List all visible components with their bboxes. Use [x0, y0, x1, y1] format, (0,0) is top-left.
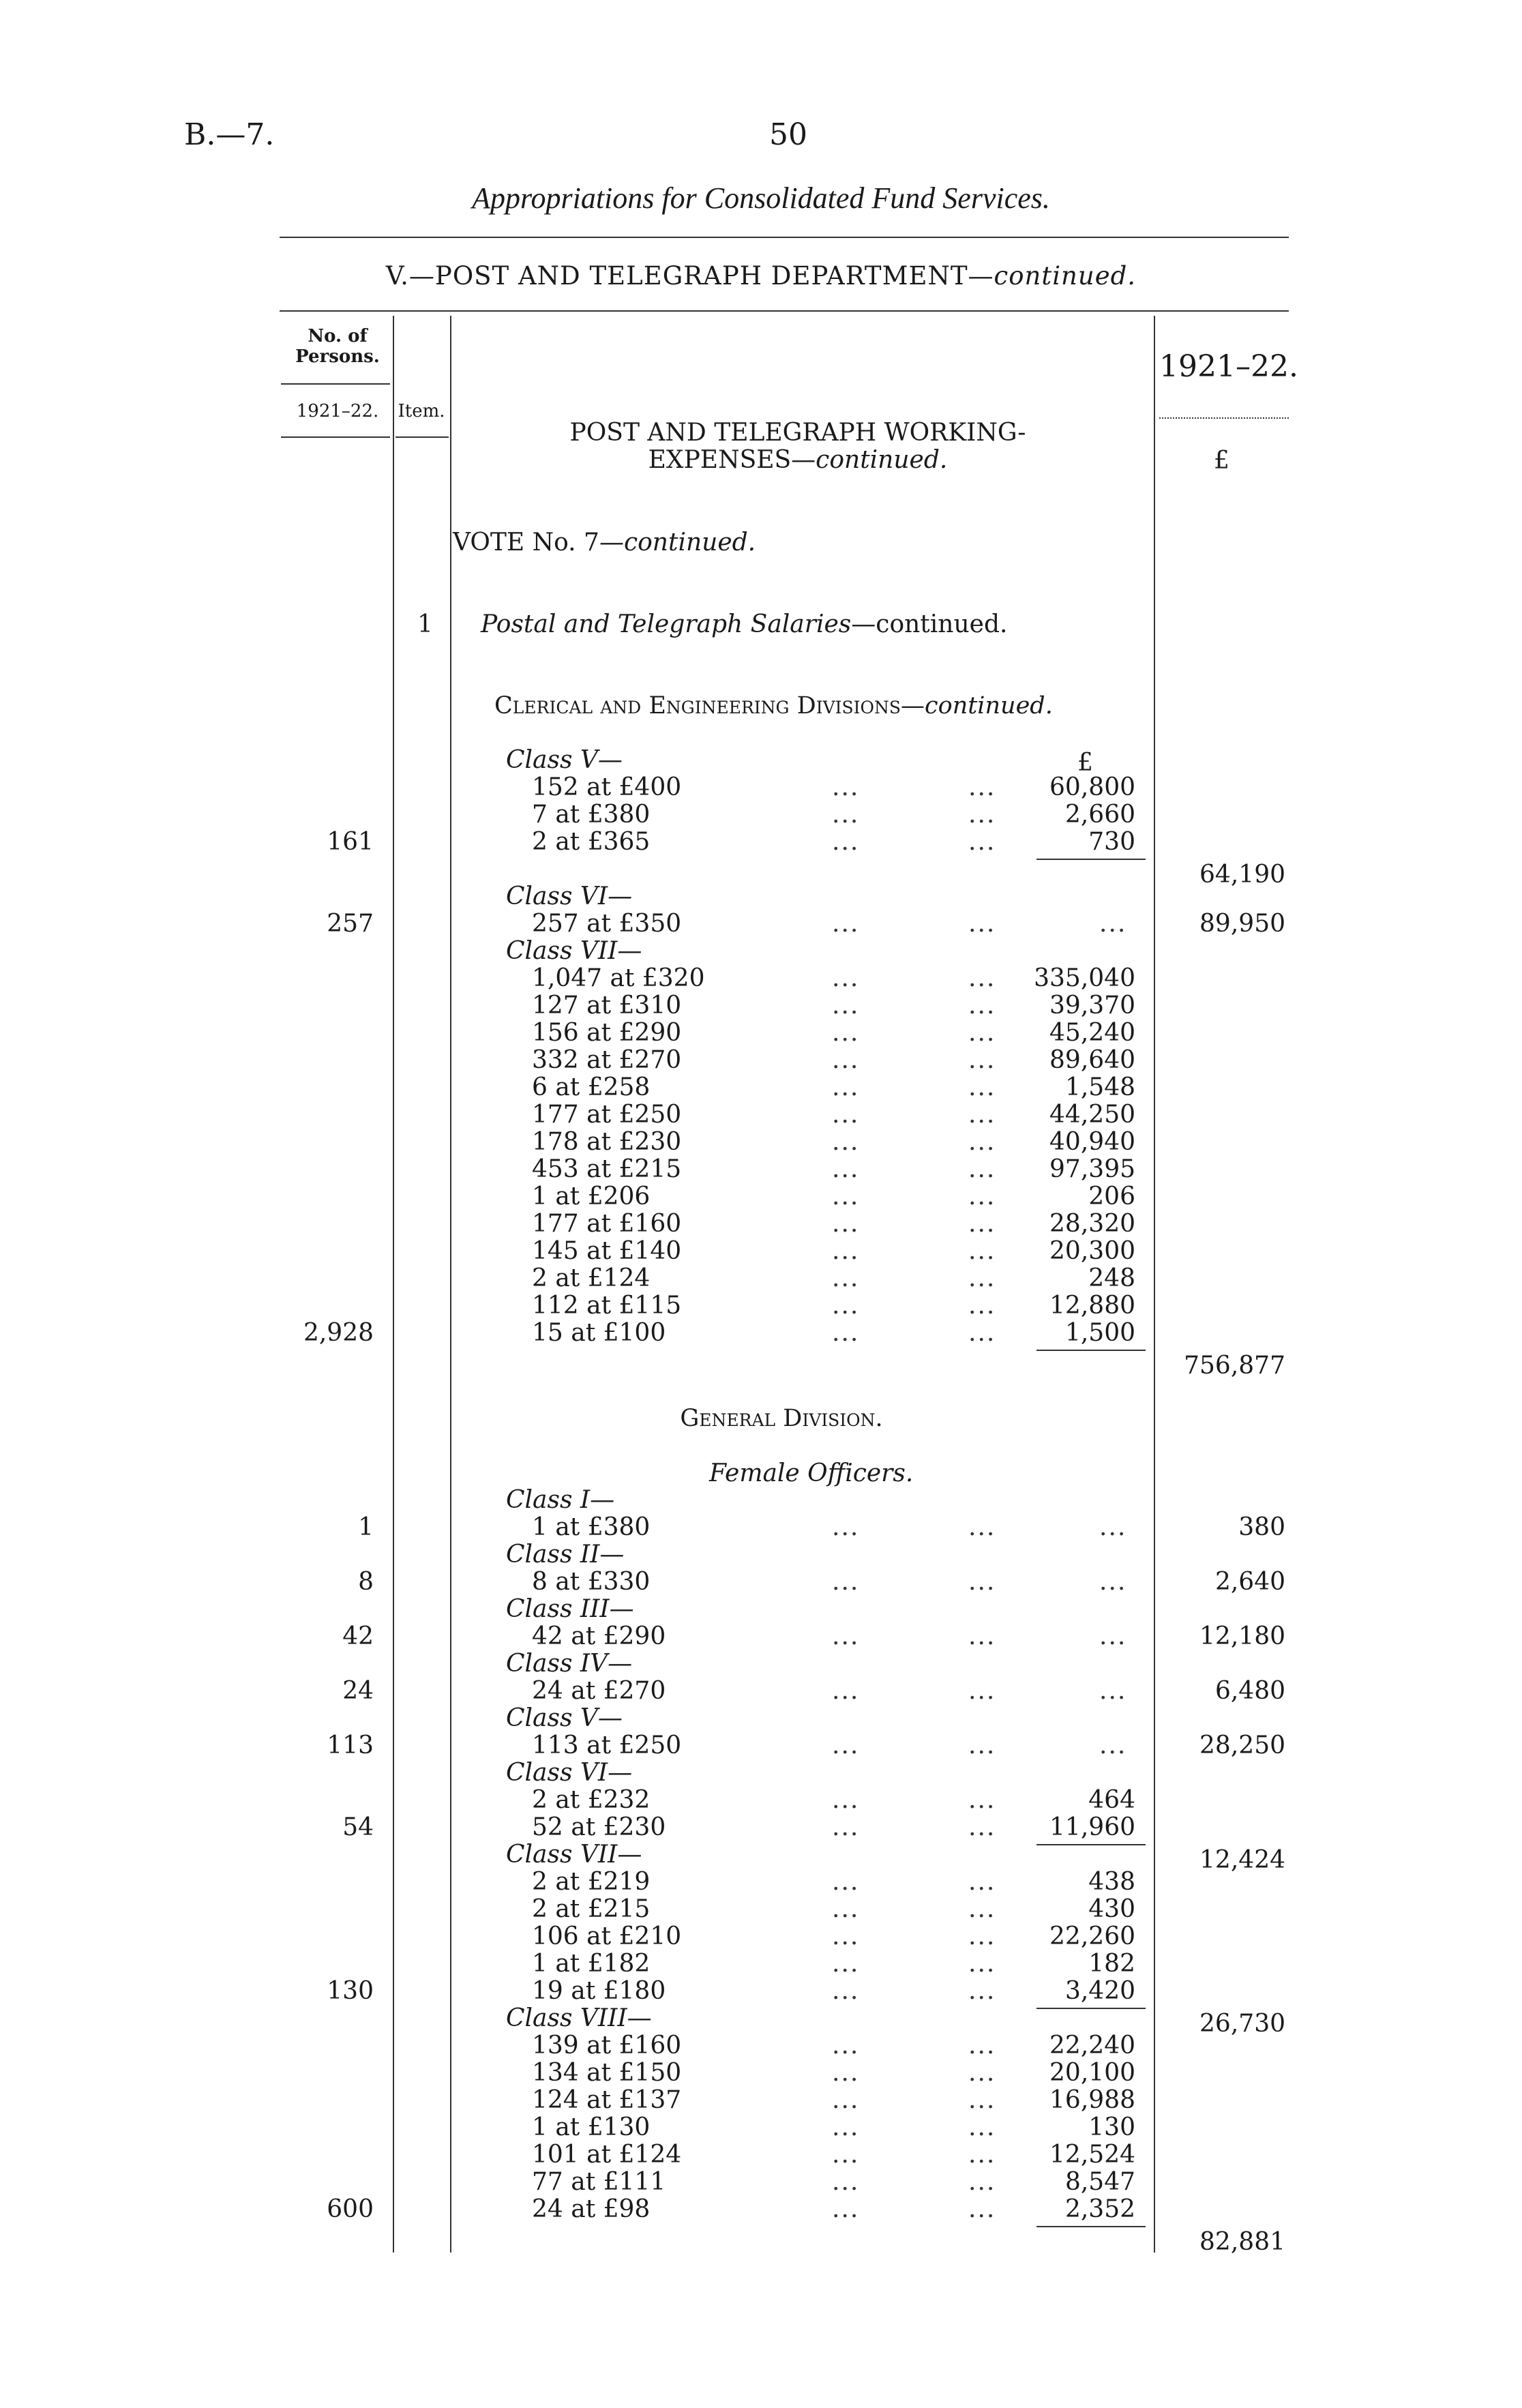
entry-rate: 139 at £160	[532, 2032, 682, 2060]
department-name: V.—POST AND TELEGRAPH DEPARTMENT—	[385, 261, 994, 291]
entry-rate: 156 at £290	[532, 1019, 682, 1047]
class-label: Class VII—	[506, 1841, 642, 1869]
leader-dots: ...	[832, 1155, 860, 1183]
leader-dots: ...	[832, 2113, 860, 2141]
leader-dots: ...	[968, 1292, 996, 1320]
entry-rate: 1 at £130	[532, 2113, 651, 2141]
leader-dots: ...	[968, 1895, 996, 1923]
department-continued: continued.	[994, 261, 1137, 291]
entry-rate: 152 at £400	[532, 773, 682, 801]
entry-amount: 20,100	[1049, 2059, 1135, 2087]
entry-rate: 24 at £270	[532, 1677, 666, 1705]
leader-dots: ...	[968, 2086, 996, 2114]
leader-dots: ...	[968, 1210, 996, 1238]
entry-amount: 28,320	[1049, 1210, 1135, 1238]
vote-heading-a: VOTE No. 7—	[453, 529, 624, 556]
section-title-line2-b: continued.	[816, 446, 948, 474]
rule-year-header	[1159, 417, 1289, 419]
leader-dots: ...	[968, 1786, 996, 1814]
leader-dots: ...	[832, 1895, 860, 1923]
leader-dots: ...	[968, 1868, 996, 1896]
leader-dots: ...	[968, 1046, 996, 1074]
entry-amount: 130	[1088, 2113, 1135, 2141]
year-total: 82,881	[1199, 2228, 1285, 2256]
entry-amount: 16,988	[1049, 2086, 1135, 2114]
leader-dots: ...	[1099, 1568, 1127, 1596]
entry-amount: 430	[1088, 1895, 1135, 1923]
class-label: Class IV—	[506, 1650, 633, 1678]
leader-dots: ...	[968, 910, 996, 938]
class-label: Class V—	[506, 746, 623, 774]
class-label: Class VI—	[506, 882, 633, 910]
entry-rate: 1 at £182	[532, 1950, 651, 1978]
item-number: 1	[417, 610, 433, 638]
class-label: Class I—	[506, 1486, 615, 1514]
leader-dots: ...	[968, 801, 996, 829]
leader-dots: ...	[968, 1813, 996, 1841]
entry-amount: 1,548	[1064, 1073, 1135, 1101]
leader-dots: ...	[968, 828, 996, 856]
section-title-line2-a: EXPENSES—	[648, 446, 816, 474]
leader-dots: ...	[832, 1019, 860, 1047]
entry-rate: 113 at £250	[532, 1731, 682, 1759]
entry-amount: 22,260	[1049, 1922, 1135, 1950]
leader-dots: ...	[968, 1977, 996, 2005]
entry-rate: 77 at £111	[532, 2168, 666, 2196]
leader-dots: ...	[832, 1046, 860, 1074]
entry-rate: 178 at £230	[532, 1128, 682, 1156]
entry-rate: 134 at £150	[532, 2059, 682, 2087]
item-column-label: Item.	[398, 401, 445, 421]
leader-dots: ...	[832, 1922, 860, 1950]
leader-dots: ...	[1099, 1731, 1127, 1759]
subtotal-rule	[1036, 1350, 1146, 1351]
leader-dots: ...	[968, 1264, 996, 1292]
leader-dots: ...	[968, 2032, 996, 2060]
leader-dots: ...	[832, 1101, 860, 1129]
subtotal-rule	[1036, 2008, 1146, 2009]
year-total: 64,190	[1199, 861, 1285, 889]
persons-column-label: No. of Persons.	[295, 326, 380, 367]
leader-dots: ...	[832, 1073, 860, 1101]
leader-dots: ...	[832, 1977, 860, 2005]
year-column-label: 1921–22.	[1159, 349, 1298, 384]
vote-heading	[453, 529, 756, 556]
persons-count: 130	[327, 1977, 374, 2005]
section-title	[450, 419, 1146, 474]
entry-amount: 44,250	[1049, 1101, 1135, 1129]
persons-count: 54	[342, 1813, 374, 1841]
entry-rate: 453 at £215	[532, 1155, 682, 1183]
year-total: 756,877	[1184, 1352, 1285, 1380]
vote-heading-b: continued.	[623, 529, 756, 556]
leader-dots: ...	[968, 2141, 996, 2169]
leader-dots: ...	[968, 1922, 996, 1950]
leader-dots: ...	[832, 1950, 860, 1978]
entry-amount: 89,640	[1049, 1046, 1135, 1074]
persons-count: 8	[358, 1568, 374, 1596]
leader-dots: ...	[968, 1319, 996, 1347]
entry-amount: 464	[1088, 1786, 1135, 1814]
entry-amount: 3,420	[1064, 1977, 1135, 2005]
entry-rate: 112 at £115	[532, 1292, 682, 1320]
year-amount: 89,950	[1199, 910, 1285, 938]
class-label: Class III—	[506, 1595, 634, 1623]
leader-dots: ...	[832, 992, 860, 1020]
leader-dots: ...	[832, 828, 860, 856]
leader-dots: ...	[968, 1677, 996, 1705]
leader-dots: ...	[832, 1264, 860, 1292]
clerical-heading-a: Clerical and Engineering Divisions—	[494, 692, 925, 719]
female-officers-heading: Female Officers.	[709, 1459, 914, 1487]
section-title-line1: POST AND TELEGRAPH WORKING-	[569, 419, 1026, 447]
entry-amount: 8,547	[1064, 2168, 1135, 2196]
year-currency: £	[1214, 447, 1229, 475]
leader-dots: ...	[1099, 1677, 1127, 1705]
entry-rate: 177 at £160	[532, 1210, 682, 1238]
leader-dots: ...	[968, 1568, 996, 1596]
entry-amount: 730	[1088, 828, 1135, 856]
leader-dots: ...	[968, 2195, 996, 2223]
entry-rate: 177 at £250	[532, 1101, 682, 1129]
persons-count: 42	[342, 1622, 374, 1650]
entry-rate: 145 at £140	[532, 1237, 682, 1265]
rule-item-header	[396, 436, 449, 438]
persons-count: 24	[342, 1677, 374, 1705]
class-label: Class VI—	[506, 1759, 633, 1787]
clerical-heading	[494, 692, 1053, 719]
class-total: 12,424	[1199, 1846, 1285, 1874]
leader-dots: ...	[968, 1513, 996, 1541]
leader-dots: ...	[832, 1868, 860, 1896]
entry-rate: 8 at £330	[532, 1568, 651, 1596]
leader-dots: ...	[1099, 1622, 1127, 1650]
leader-dots: ...	[832, 1210, 860, 1238]
leader-dots: ...	[832, 801, 860, 829]
leader-dots: ...	[832, 1813, 860, 1841]
general-division-heading: General Division.	[680, 1405, 883, 1432]
leader-dots: ...	[968, 773, 996, 801]
leader-dots: ...	[968, 1019, 996, 1047]
leader-dots: ...	[832, 1237, 860, 1265]
leader-dots: ...	[968, 1950, 996, 1978]
subtotal-rule	[1036, 859, 1146, 860]
entry-rate: 106 at £210	[532, 1922, 682, 1950]
page-title: Appropriations for Consolidated Fund Services.	[472, 181, 1050, 215]
entry-rate: 127 at £310	[532, 992, 682, 1020]
subtotal-rule	[1036, 1844, 1146, 1845]
entry-amount: 1,500	[1064, 1319, 1135, 1347]
entry-amount: 22,240	[1049, 2032, 1135, 2060]
leader-dots: ...	[968, 1183, 996, 1210]
leader-dots: ...	[832, 910, 860, 938]
entry-rate: 1 at £206	[532, 1183, 651, 1210]
entry-amount: 206	[1088, 1183, 1135, 1210]
leader-dots: ...	[832, 1319, 860, 1347]
entry-amount: 40,940	[1049, 1128, 1135, 1156]
leader-dots: ...	[832, 2141, 860, 2169]
leader-dots: ...	[832, 1513, 860, 1541]
entry-amount: 182	[1088, 1950, 1135, 1978]
entry-amount: 2,352	[1064, 2195, 1135, 2223]
leader-dots: ...	[832, 1128, 860, 1156]
year-amount: 6,480	[1214, 1677, 1285, 1705]
class-label: Class II—	[506, 1541, 625, 1569]
entry-amount: 20,300	[1049, 1237, 1135, 1265]
entry-rate: 2 at £215	[532, 1895, 651, 1923]
leader-dots: ...	[832, 2059, 860, 2087]
entry-rate: 2 at £232	[532, 1786, 651, 1814]
item-title	[481, 610, 1007, 638]
year-amount: 12,180	[1199, 1622, 1285, 1650]
leader-dots: ...	[968, 2168, 996, 2196]
inner-currency: £	[1077, 749, 1093, 777]
entry-rate: 7 at £380	[532, 801, 651, 829]
persons-count: 113	[327, 1731, 374, 1759]
page-number: 50	[769, 117, 807, 152]
persons-count: 257	[327, 910, 374, 938]
class-label: Class VII—	[506, 937, 642, 965]
entry-rate: 2 at £124	[532, 1264, 651, 1292]
entry-amount: 248	[1088, 1264, 1135, 1292]
entry-rate: 124 at £137	[532, 2086, 682, 2114]
entry-rate: 2 at £219	[532, 1868, 651, 1896]
class-total: 26,730	[1199, 2010, 1285, 2038]
leader-dots: ...	[968, 992, 996, 1020]
leader-dots: ...	[968, 1622, 996, 1650]
leader-dots: ...	[968, 964, 996, 992]
document-code: B.—7.	[184, 117, 275, 152]
entry-rate: 52 at £230	[532, 1813, 666, 1841]
rule-under-department	[280, 310, 1289, 312]
leader-dots: ...	[832, 2086, 860, 2114]
year-amount: 28,250	[1199, 1731, 1285, 1759]
entry-amount: 45,240	[1049, 1019, 1135, 1047]
persons-count: 1	[358, 1513, 374, 1541]
rule-persons-header	[281, 383, 390, 385]
class-label: Class VIII—	[506, 2004, 652, 2032]
leader-dots: ...	[832, 1677, 860, 1705]
leader-dots: ...	[832, 1622, 860, 1650]
leader-dots: ...	[968, 1128, 996, 1156]
leader-dots: ...	[832, 1731, 860, 1759]
persons-year-label: 1921–22.	[296, 401, 379, 421]
leader-dots: ...	[1099, 1513, 1127, 1541]
entry-amount: 11,960	[1049, 1813, 1135, 1841]
class-label: Class V—	[506, 1704, 623, 1732]
entry-rate: 101 at £124	[532, 2141, 682, 2169]
leader-dots: ...	[968, 1237, 996, 1265]
entry-amount: 12,880	[1049, 1292, 1135, 1320]
year-amount: 380	[1238, 1513, 1285, 1541]
persons-count: 161	[327, 828, 374, 856]
persons-count: 2,928	[303, 1319, 374, 1347]
entry-amount: 2,660	[1064, 801, 1135, 829]
leader-dots: ...	[832, 964, 860, 992]
entry-rate: 257 at £350	[532, 910, 682, 938]
entry-amount: 12,524	[1049, 2141, 1135, 2169]
entry-amount: 60,800	[1049, 773, 1135, 801]
leader-dots: ...	[968, 1073, 996, 1101]
entry-rate: 24 at £98	[532, 2195, 651, 2223]
persons-count: 600	[327, 2195, 374, 2223]
leader-dots: ...	[832, 1568, 860, 1596]
entry-amount: 438	[1088, 1868, 1135, 1896]
leader-dots: ...	[968, 1731, 996, 1759]
leader-dots: ...	[832, 2032, 860, 2060]
entry-amount: 97,395	[1049, 1155, 1135, 1183]
leader-dots: ...	[832, 1292, 860, 1320]
section-title-line2	[450, 447, 1146, 474]
item-title-a: Postal and Telegraph Salaries	[481, 610, 852, 638]
rule-persons-year	[281, 436, 390, 438]
rule-top	[280, 237, 1289, 238]
year-amount: 2,640	[1214, 1568, 1285, 1596]
leader-dots: ...	[968, 1101, 996, 1129]
leader-dots: ...	[1099, 910, 1127, 938]
leader-dots: ...	[832, 2168, 860, 2196]
entry-rate: 42 at £290	[532, 1622, 666, 1650]
leader-dots: ...	[968, 2113, 996, 2141]
leader-dots: ...	[832, 1786, 860, 1814]
entry-amount: 335,040	[1034, 964, 1135, 992]
entry-rate: 15 at £100	[532, 1319, 666, 1347]
entry-amount: 39,370	[1049, 992, 1135, 1020]
entry-rate: 2 at £365	[532, 828, 651, 856]
subtotal-rule	[1036, 2226, 1146, 2227]
entry-rate: 19 at £180	[532, 1977, 666, 2005]
leader-dots: ...	[832, 773, 860, 801]
leader-dots: ...	[968, 2059, 996, 2087]
leader-dots: ...	[832, 2195, 860, 2223]
department-heading	[0, 261, 1522, 291]
leader-dots: ...	[832, 1183, 860, 1210]
entry-rate: 1,047 at £320	[532, 964, 705, 992]
entry-rate: 332 at £270	[532, 1046, 682, 1074]
item-title-b: —continued.	[851, 610, 1008, 638]
entry-rate: 6 at £258	[532, 1073, 651, 1101]
clerical-heading-b: continued.	[925, 692, 1053, 719]
leader-dots: ...	[968, 1155, 996, 1183]
rule-col-year	[1154, 316, 1155, 2253]
entry-rate: 1 at £380	[532, 1513, 651, 1541]
